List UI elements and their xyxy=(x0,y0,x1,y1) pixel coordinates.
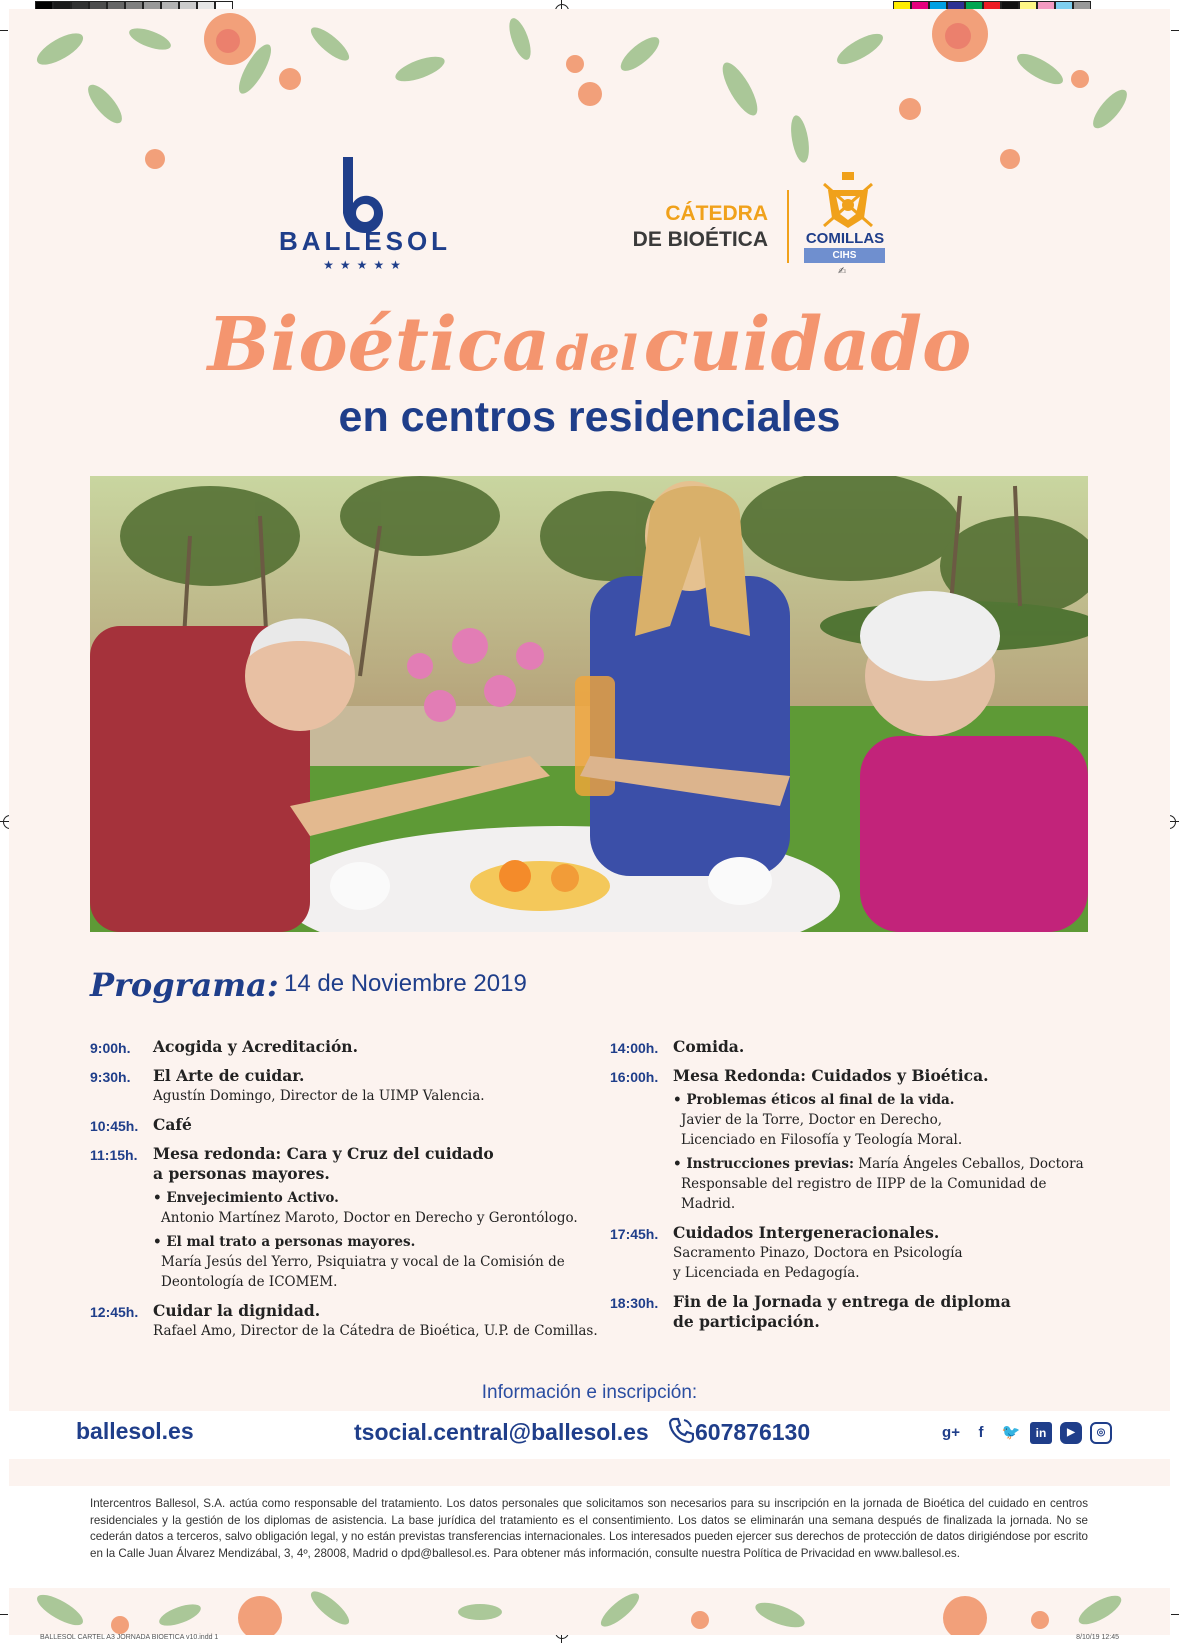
floral-border-top xyxy=(0,9,1179,179)
schedule-desc: Sacramento Pinazo, Doctora en Psicología xyxy=(673,1245,963,1261)
legal-text: Intercentros Ballesol, S.A. actúa como responsable del tratamiento. Los datos personales que solicitamos son necesarios para su inscripción en la jornada de Bioética del cuidado en centros residenciales y la gestión de los diplomas de asistencia. La base jurídica del tratamiento es el consentimiento. Los datos se eliminarán una semana después de finalizada la jornada. No se cederán datos a terceros, salvo obligación legal, y no están previstas transferencias internacionales. Los interesados pueden ejercer sus derechos de protección de datos dirigiéndose por escrito en la Calle Juan Álvarez Mendizábal, 3, 4º, 28008, Madrid o dpd@ballesol.es. Para obtener más información, consulte nuestra Política de Privacidad en www.ballesol.es. xyxy=(90,1497,1088,1560)
social-icons xyxy=(940,1422,1112,1444)
schedule-title: de participación. xyxy=(673,1312,820,1331)
title-part2: del xyxy=(555,326,638,382)
schedule-item xyxy=(90,1115,610,1135)
schedule-desc: y Licenciada en Pedagogía. xyxy=(673,1265,860,1281)
schedule-title: Acogida y Acreditación. xyxy=(153,1037,358,1056)
schedule-item xyxy=(90,1037,610,1057)
schedule-subitem xyxy=(673,1154,1100,1214)
website-link[interactable]: ballesol.es xyxy=(76,1418,194,1444)
schedule-title: Cuidar la dignidad. xyxy=(153,1301,321,1320)
facebook-icon[interactable]: f xyxy=(978,1424,984,1441)
twitter-icon[interactable]: 🐦 xyxy=(1001,1424,1021,1441)
schedule-time: 11:15h. xyxy=(90,1147,138,1163)
schedule-time: 18:30h. xyxy=(610,1295,659,1311)
phone-number[interactable]: 607876130 xyxy=(695,1419,811,1445)
subitem-desc: María Jesús del Yerro, Psiquiatra y vocal de la Comisión de xyxy=(161,1254,565,1270)
subitem-title: • Problemas éticos al final de la vida. xyxy=(673,1092,955,1108)
email-link[interactable]: tsocial.central@ballesol.es xyxy=(354,1419,649,1445)
schedule-subitem xyxy=(153,1232,610,1292)
programa-label: Programa: xyxy=(90,966,279,1004)
schedule-subitem xyxy=(673,1090,1100,1150)
schedule-title: Comida. xyxy=(673,1037,745,1056)
comillas-crest-icon xyxy=(818,170,878,232)
schedule-title: a personas mayores. xyxy=(153,1164,330,1183)
schedule-desc: Agustín Domingo, Director de la UIMP Valencia. xyxy=(153,1088,485,1104)
google-plus-icon[interactable]: g+ xyxy=(942,1424,960,1441)
subitem-title: • Instrucciones previas: xyxy=(673,1156,854,1172)
subitem-desc: Antonio Martínez Maroto, Doctor en Derecho y Gerontólogo. xyxy=(161,1210,578,1226)
logo-divider xyxy=(787,190,789,263)
schedule-time: 9:30h. xyxy=(90,1069,131,1085)
subitem-title: • Envejecimiento Activo. xyxy=(153,1190,339,1206)
slug-right: 8/10/19 12:45 xyxy=(1076,1634,1119,1641)
page-title xyxy=(0,302,1179,388)
catedra-line2: DE BIOÉTICA xyxy=(632,228,768,251)
subitem-desc: Madrid. xyxy=(681,1196,736,1212)
schedule-item xyxy=(610,1066,1100,1214)
schedule-title: Mesa redonda: Cara y Cruz del cuidado xyxy=(153,1144,494,1163)
ballesol-stars: ★★★★★ xyxy=(323,258,407,272)
schedule-item xyxy=(610,1037,1100,1057)
schedule-time: 10:45h. xyxy=(90,1118,139,1134)
schedule-time: 16:00h. xyxy=(610,1069,659,1085)
subitem-title: • El mal trato a personas mayores. xyxy=(153,1234,416,1250)
subitem-inline-desc: María Ángeles Ceballos, Doctora xyxy=(853,1156,1084,1172)
signature-mark-icon: ✍ xyxy=(838,266,847,277)
linkedin-icon[interactable]: in xyxy=(1030,1422,1052,1444)
schedule-title: Fin de la Jornada y entrega de diploma xyxy=(673,1292,1011,1311)
hero-photo xyxy=(90,476,1088,932)
schedule-title: El Arte de cuidar. xyxy=(153,1066,305,1085)
schedule-time: 17:45h. xyxy=(610,1226,659,1242)
schedule-time: 14:00h. xyxy=(610,1040,659,1056)
schedule-title: Mesa Redonda: Cuidados y Bioética. xyxy=(673,1066,989,1085)
schedule-time: 12:45h. xyxy=(90,1304,139,1320)
schedule-item xyxy=(610,1223,1100,1283)
subitem-desc: Javier de la Torre, Doctor en Derecho, xyxy=(681,1112,942,1128)
subitem-desc: Licenciado en Filosofía y Teología Moral. xyxy=(681,1132,963,1148)
schedule-right-column xyxy=(610,1037,1100,1341)
floral-border-bottom xyxy=(0,1590,1179,1635)
schedule-item xyxy=(90,1066,610,1106)
ballesol-brand: BALLESOL xyxy=(278,226,452,256)
schedule-title: Café xyxy=(153,1115,192,1134)
instagram-icon[interactable]: ◎ xyxy=(1090,1422,1112,1444)
phone-icon xyxy=(668,1416,694,1444)
schedule-item xyxy=(90,1301,610,1341)
schedule-desc: Rafael Amo, Director de la Cátedra de Bioética, U.P. de Comillas. xyxy=(153,1323,598,1339)
comillas-name: COMILLAS xyxy=(805,230,885,247)
schedule-item xyxy=(610,1292,1100,1332)
catedra-line1: CÁTEDRA xyxy=(665,202,768,225)
subitem-title-row xyxy=(673,1154,1100,1174)
slug-left: BALLESOL CARTEL A3 JORNADA BIOETICA v10.indd 1 xyxy=(40,1634,219,1641)
schedule-left-column xyxy=(90,1037,610,1350)
comillas-tag: CIHS xyxy=(804,248,885,263)
programa-date: 14 de Noviembre 2019 xyxy=(284,970,527,997)
schedule-subitem xyxy=(153,1188,610,1228)
title-part3: cuidado xyxy=(643,302,972,388)
schedule-title: Cuidados Intergeneracionales. xyxy=(673,1223,940,1242)
schedule-item xyxy=(90,1144,610,1292)
page-subtitle: en centros residenciales xyxy=(338,393,841,441)
title-part1: Bioética xyxy=(207,302,551,388)
youtube-icon[interactable]: ▶ xyxy=(1060,1422,1082,1444)
info-heading: Información e inscripción: xyxy=(481,1382,698,1403)
subitem-desc: Deontología de ICOMEM. xyxy=(161,1274,338,1290)
subitem-desc: Responsable del registro de IIPP de la Comunidad de xyxy=(681,1176,1047,1192)
schedule-time: 9:00h. xyxy=(90,1040,131,1056)
